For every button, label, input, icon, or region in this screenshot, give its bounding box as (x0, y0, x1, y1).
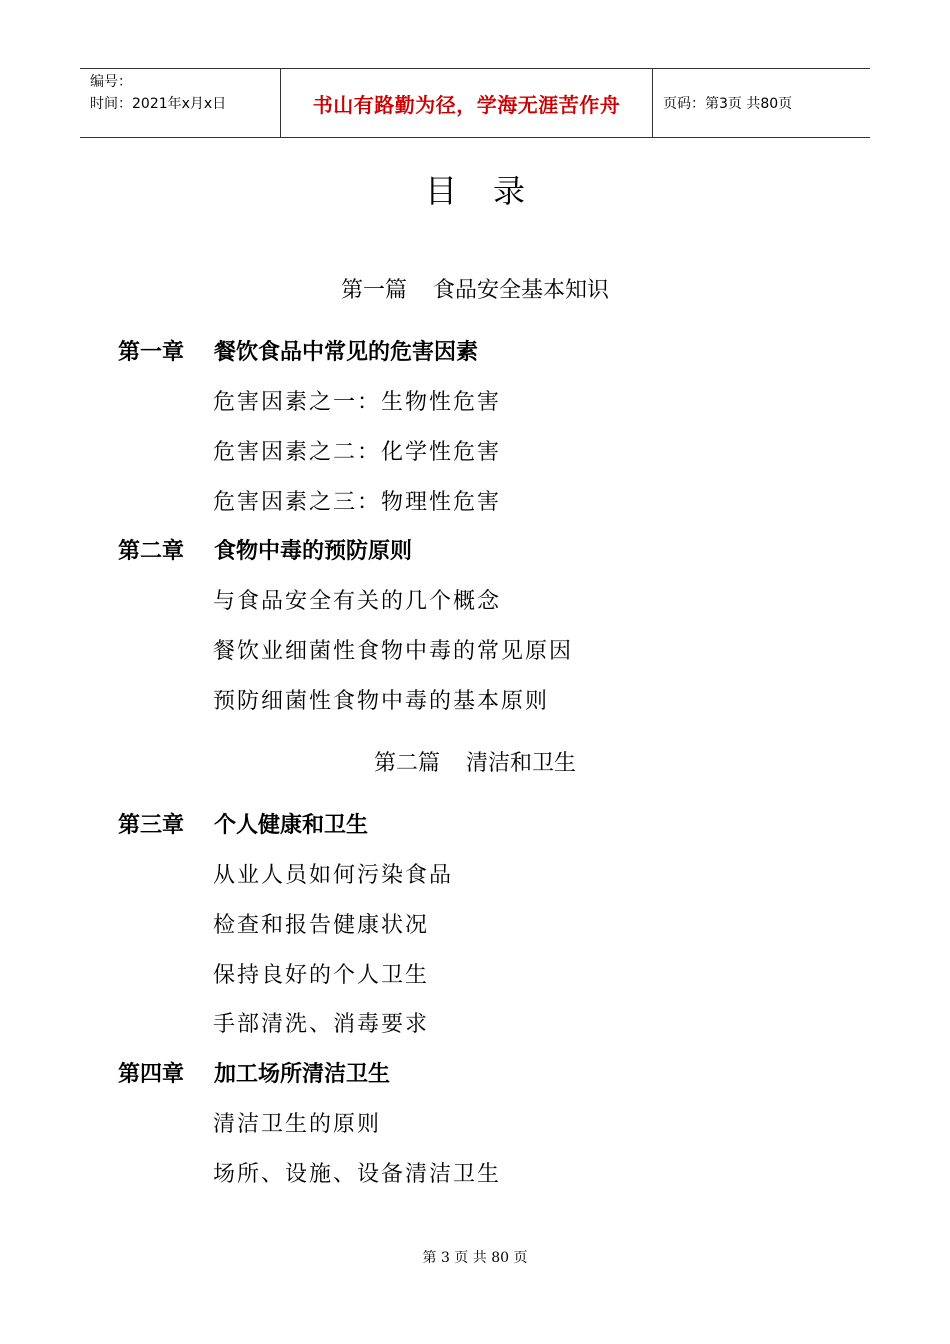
header-motto-cell (281, 69, 653, 137)
section-item: 手部清洗、消毒要求 (213, 1012, 430, 1037)
chapter-name: 餐饮食品中常见的危害因素 (214, 339, 479, 365)
part-heading (0, 273, 950, 304)
section-item: 与食品安全有关的几个概念 (213, 589, 502, 614)
title-char-1: 目 (424, 172, 457, 210)
part-label: 第二篇 (373, 751, 440, 776)
chapter-label: 第一章 (118, 339, 185, 365)
part-name: 清洁和卫生 (466, 751, 577, 776)
document-time: 时间：2021年x月x日 (90, 96, 227, 112)
part-name: 食品安全基本知识 (433, 278, 610, 303)
title-char-2: 录 (493, 172, 526, 210)
header-page-cell (653, 69, 870, 137)
section-item: 餐饮业细菌性食物中毒的常见原因 (213, 639, 574, 664)
section-item: 危害因素之二：化学性危害 (213, 440, 502, 465)
section-item: 危害因素之三：物理性危害 (213, 490, 502, 515)
header-page-info: 页码：第3页 共80页 (663, 96, 793, 112)
page-footer: 第 3 页 共 80 页 (422, 1250, 528, 1266)
chapter-label: 第二章 (118, 538, 185, 564)
document-title (0, 166, 950, 212)
section-item: 危害因素之一：生物性危害 (213, 390, 502, 415)
chapter-label: 第三章 (118, 812, 185, 838)
section-item: 保持良好的个人卫生 (213, 963, 430, 988)
section-item: 清洁卫生的原则 (213, 1112, 382, 1137)
part-label: 第一篇 (340, 278, 407, 303)
section-item: 预防细菌性食物中毒的基本原则 (213, 689, 550, 714)
document-number-label: 编号： (90, 74, 132, 90)
section-item: 检查和报告健康状况 (213, 913, 430, 938)
chapter-heading (118, 335, 478, 366)
chapter-heading (118, 808, 368, 839)
chapter-heading (118, 534, 412, 565)
chapter-name: 个人健康和卫生 (214, 812, 369, 838)
section-item: 从业人员如何污染食品 (213, 863, 454, 888)
page-header (80, 68, 870, 138)
chapter-name: 食物中毒的预防原则 (214, 538, 413, 564)
chapter-label: 第四章 (118, 1061, 185, 1087)
part-heading (0, 746, 950, 777)
header-motto: 书山有路勤为径，学海无涯苦作舟 (312, 92, 621, 117)
chapter-name: 加工场所清洁卫生 (214, 1061, 391, 1087)
header-meta (80, 69, 281, 137)
chapter-heading (118, 1057, 390, 1088)
section-item: 场所、设施、设备清洁卫生 (213, 1162, 502, 1187)
